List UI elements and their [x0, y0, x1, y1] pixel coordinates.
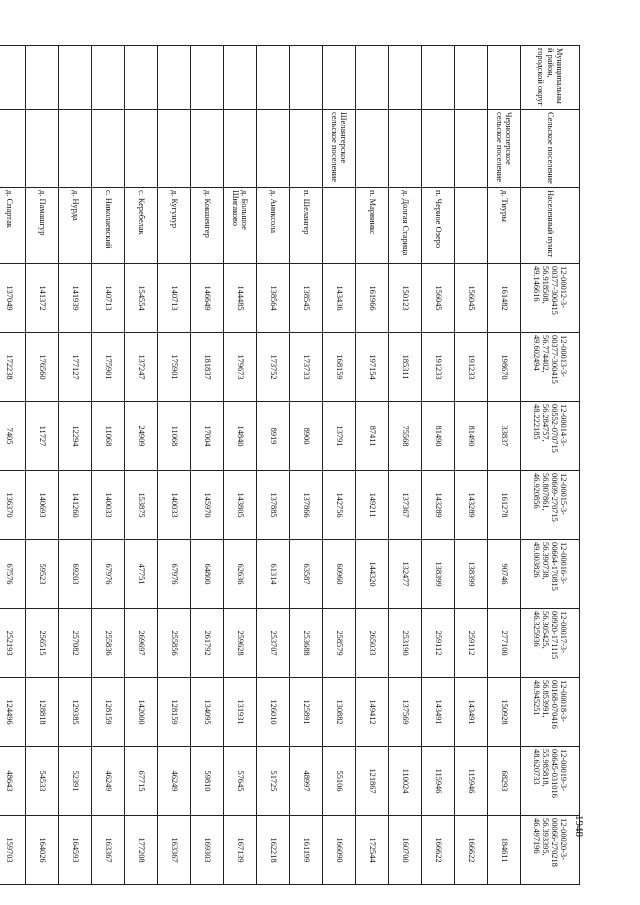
value-cell: 141372 — [26, 264, 59, 333]
table-row — [125, 46, 158, 885]
value-cell: 46249 — [158, 747, 191, 816]
table-row — [389, 46, 422, 885]
value-cell: 144485 — [224, 264, 257, 333]
header-row — [521, 46, 580, 885]
value-cell: 57645 — [224, 747, 257, 816]
table-row — [158, 46, 191, 885]
value-cell: 138564 — [257, 264, 290, 333]
settlement-cell — [191, 110, 224, 188]
value-cell: 142756 — [323, 471, 356, 540]
value-cell: 143436 — [323, 264, 356, 333]
value-cell: 191233 — [455, 333, 488, 402]
table-row — [422, 46, 455, 885]
value-cell: 252193 — [0, 609, 26, 678]
table-row — [0, 46, 26, 885]
locality-cell: с. Керебелак — [125, 188, 158, 264]
locality-cell: д. Тиуры — [488, 188, 521, 264]
value-cell: 141939 — [59, 264, 92, 333]
value-cell: 197154 — [356, 333, 389, 402]
value-cell: 52391 — [59, 747, 92, 816]
value-cell: 168159 — [323, 333, 356, 402]
value-cell: 166090 — [323, 816, 356, 885]
value-cell: 257082 — [59, 609, 92, 678]
value-cell: 59523 — [26, 540, 59, 609]
value-cell: 11727 — [26, 402, 59, 471]
value-cell: 47751 — [125, 540, 158, 609]
settlement-cell — [290, 110, 323, 188]
value-cell: 162218 — [257, 816, 290, 885]
value-cell: 137569 — [389, 678, 422, 747]
value-cell: 144320 — [356, 540, 389, 609]
value-cell: 259628 — [224, 609, 257, 678]
value-cell: 11068 — [158, 402, 191, 471]
value-cell: 121867 — [356, 747, 389, 816]
header-code: 12-00017-3-00920-171115 56.305425, 46.325936 — [521, 609, 580, 678]
value-cell: 140033 — [158, 471, 191, 540]
value-cell: 62636 — [224, 540, 257, 609]
locality-cell: д. Большое Шигаково — [224, 188, 257, 264]
value-cell: 134095 — [191, 678, 224, 747]
value-cell: 14840 — [224, 402, 257, 471]
value-cell: 75568 — [389, 402, 422, 471]
settlement-cell — [0, 110, 26, 188]
value-cell: 140033 — [92, 471, 125, 540]
municipal-cell — [59, 46, 92, 110]
value-cell: 164593 — [59, 816, 92, 885]
value-cell: 143491 — [422, 678, 455, 747]
value-cell: 13791 — [323, 402, 356, 471]
settlement-cell — [26, 110, 59, 188]
value-cell: 8919 — [257, 402, 290, 471]
value-cell: 143491 — [455, 678, 488, 747]
table-row — [323, 46, 356, 885]
municipal-cell — [224, 46, 257, 110]
value-cell: 60960 — [323, 540, 356, 609]
settlement-cell — [422, 110, 455, 188]
value-cell: 146649 — [191, 264, 224, 333]
value-cell: 128159 — [158, 678, 191, 747]
distance-table — [0, 45, 580, 885]
locality-cell — [323, 188, 356, 264]
value-cell: 138399 — [422, 540, 455, 609]
value-cell: 130882 — [323, 678, 356, 747]
header-code: 12-00019-3-00645-031016 55.985818, 48.620733 — [521, 747, 580, 816]
value-cell: 33837 — [488, 402, 521, 471]
table-row — [488, 46, 521, 885]
value-cell: 161966 — [356, 264, 389, 333]
municipal-cell — [323, 46, 356, 110]
value-cell: 140713 — [92, 264, 125, 333]
settlement-cell — [92, 110, 125, 188]
municipal-cell — [422, 46, 455, 110]
settlement-cell: Черноозерское сельское поселение — [488, 110, 521, 188]
value-cell: 7405 — [0, 402, 26, 471]
value-cell: 161482 — [488, 264, 521, 333]
value-cell: 137049 — [0, 264, 26, 333]
value-cell: 156045 — [422, 264, 455, 333]
municipal-cell — [488, 46, 521, 110]
municipal-cell — [125, 46, 158, 110]
value-cell: 46249 — [92, 747, 125, 816]
value-cell: 161278 — [488, 471, 521, 540]
table-row — [26, 46, 59, 885]
value-cell: 61314 — [257, 540, 290, 609]
value-cell: 253688 — [290, 609, 323, 678]
value-cell: 149412 — [356, 678, 389, 747]
value-cell: 17004 — [191, 402, 224, 471]
value-cell: 63587 — [290, 540, 323, 609]
value-cell: 167139 — [224, 816, 257, 885]
value-cell: 81490 — [422, 402, 455, 471]
header-code: 12-00014-3-00552-070715 56.284757, 48.222185 — [521, 402, 580, 471]
value-cell: 172238 — [0, 333, 26, 402]
value-cell: 169303 — [191, 816, 224, 885]
value-cell: 145970 — [191, 471, 224, 540]
value-cell: 131931 — [224, 678, 257, 747]
value-cell: 143289 — [422, 471, 455, 540]
value-cell: 261792 — [191, 609, 224, 678]
value-cell: 137885 — [257, 471, 290, 540]
value-cell: 161199 — [290, 816, 323, 885]
value-cell: 115946 — [455, 747, 488, 816]
value-cell: 177208 — [125, 816, 158, 885]
settlement-cell — [125, 110, 158, 188]
value-cell: 138399 — [455, 540, 488, 609]
value-cell: 136370 — [0, 471, 26, 540]
header-municipal: Муниципальный район, городской округ — [521, 46, 580, 110]
value-cell: 198670 — [488, 333, 521, 402]
value-cell: 255856 — [158, 609, 191, 678]
value-cell: 68293 — [488, 747, 521, 816]
value-cell: 253707 — [257, 609, 290, 678]
value-cell: 132477 — [389, 540, 422, 609]
value-cell: 149211 — [356, 471, 389, 540]
value-cell: 253190 — [389, 609, 422, 678]
table-row — [356, 46, 389, 885]
table-row — [92, 46, 125, 885]
locality-cell: п. Шелангер — [290, 188, 323, 264]
value-cell: 51725 — [257, 747, 290, 816]
header-locality: Населенный пункт — [521, 188, 580, 264]
value-cell: 166622 — [422, 816, 455, 885]
table-row — [224, 46, 257, 885]
value-cell: 128818 — [26, 678, 59, 747]
header-code: 12-00015-3-00609-270715 56.807861, 46.920856 — [521, 471, 580, 540]
page-number: 1948 — [573, 815, 585, 837]
municipal-cell — [92, 46, 125, 110]
value-cell: 64800 — [191, 540, 224, 609]
value-cell: 177127 — [59, 333, 92, 402]
locality-cell: д. Спартак — [0, 188, 26, 264]
value-cell: 67576 — [0, 540, 26, 609]
locality-cell: п. Черное Озеро — [422, 188, 455, 264]
value-cell: 125891 — [290, 678, 323, 747]
value-cell: 163367 — [158, 816, 191, 885]
value-cell: 175901 — [158, 333, 191, 402]
value-cell: 173752 — [257, 333, 290, 402]
value-cell: 54533 — [26, 747, 59, 816]
value-cell: 129385 — [59, 678, 92, 747]
value-cell: 265033 — [356, 609, 389, 678]
value-cell: 175901 — [92, 333, 125, 402]
value-cell: 141260 — [59, 471, 92, 540]
locality-cell: д. Аниксола — [257, 188, 290, 264]
value-cell: 8900 — [290, 402, 323, 471]
municipal-cell — [257, 46, 290, 110]
value-cell: 160700 — [389, 816, 422, 885]
value-cell: 258579 — [323, 609, 356, 678]
municipal-cell — [158, 46, 191, 110]
locality-cell: д. Памашгур — [26, 188, 59, 264]
value-cell: 176560 — [26, 333, 59, 402]
value-cell: 191233 — [422, 333, 455, 402]
value-cell: 126010 — [257, 678, 290, 747]
value-cell: 137866 — [290, 471, 323, 540]
table-row — [290, 46, 323, 885]
value-cell: 143805 — [224, 471, 257, 540]
value-cell: 140693 — [26, 471, 59, 540]
value-cell: 164026 — [26, 816, 59, 885]
value-cell: 48643 — [0, 747, 26, 816]
municipal-cell — [290, 46, 323, 110]
value-cell: 142000 — [125, 678, 158, 747]
settlement-cell — [59, 110, 92, 188]
value-cell: 110024 — [389, 747, 422, 816]
locality-cell: д. Кугунур — [158, 188, 191, 264]
table-row — [191, 46, 224, 885]
value-cell: 137247 — [125, 333, 158, 402]
value-cell: 150928 — [488, 678, 521, 747]
value-cell: 154554 — [125, 264, 158, 333]
locality-cell: п. Марвинкс — [356, 188, 389, 264]
header-settlement: Сельское поселение — [521, 110, 580, 188]
value-cell: 87411 — [356, 402, 389, 471]
header-code: 12-00012-3-00377-300415 56.918508, 49.146616 — [521, 264, 580, 333]
value-cell: 24909 — [125, 402, 158, 471]
value-cell: 173733 — [290, 333, 323, 402]
value-cell: 181837 — [191, 333, 224, 402]
locality-cell: д. Долгая Старица — [389, 188, 422, 264]
municipal-cell — [0, 46, 26, 110]
rotated-table-container — [4, 45, 580, 885]
settlement-cell — [158, 110, 191, 188]
settlement-cell — [356, 110, 389, 188]
value-cell: 179673 — [224, 333, 257, 402]
value-cell: 115946 — [422, 747, 455, 816]
municipal-cell — [191, 46, 224, 110]
value-cell: 138545 — [290, 264, 323, 333]
value-cell: 67715 — [125, 747, 158, 816]
value-cell: 12294 — [59, 402, 92, 471]
locality-cell: с. Николаевский — [92, 188, 125, 264]
value-cell: 150123 — [389, 264, 422, 333]
value-cell: 172544 — [356, 816, 389, 885]
value-cell: 128159 — [92, 678, 125, 747]
value-cell: 255836 — [92, 609, 125, 678]
value-cell: 81490 — [455, 402, 488, 471]
value-cell: 67976 — [158, 540, 191, 609]
table-row — [455, 46, 488, 885]
locality-cell: д. Нурда — [59, 188, 92, 264]
value-cell: 67976 — [92, 540, 125, 609]
locality-cell — [455, 188, 488, 264]
table-row — [59, 46, 92, 885]
value-cell: 159703 — [0, 816, 26, 885]
header-code: 12-00020-3-00066-270218 56.393395, 46.497196 — [521, 816, 580, 885]
table-row — [257, 46, 290, 885]
value-cell: 11068 — [92, 402, 125, 471]
value-cell: 184611 — [488, 816, 521, 885]
municipal-cell — [455, 46, 488, 110]
value-cell: 143289 — [455, 471, 488, 540]
settlement-cell — [389, 110, 422, 188]
value-cell: 55106 — [323, 747, 356, 816]
settlement-cell: Шелангерское сельское поселение — [323, 110, 356, 188]
settlement-cell — [257, 110, 290, 188]
settlement-cell — [224, 110, 257, 188]
value-cell: 48997 — [290, 747, 323, 816]
locality-cell: д. Кокшенгер — [191, 188, 224, 264]
value-cell: 185311 — [389, 333, 422, 402]
value-cell: 156045 — [455, 264, 488, 333]
municipal-cell — [356, 46, 389, 110]
settlement-cell — [455, 110, 488, 188]
municipal-cell — [26, 46, 59, 110]
value-cell: 166622 — [455, 816, 488, 885]
value-cell: 277100 — [488, 609, 521, 678]
municipal-cell — [389, 46, 422, 110]
header-code: 12-00018-3-00168-070416 56.853991, 48.945251 — [521, 678, 580, 747]
value-cell: 153875 — [125, 471, 158, 540]
value-cell: 163367 — [92, 816, 125, 885]
value-cell: 269697 — [125, 609, 158, 678]
value-cell: 259112 — [455, 609, 488, 678]
header-code: 12-00016-3-00664-170815 56.390738, 49.003826 — [521, 540, 580, 609]
value-cell: 69203 — [59, 540, 92, 609]
value-cell: 137367 — [389, 471, 422, 540]
value-cell: 256515 — [26, 609, 59, 678]
header-code: 12-00013-3-00377-300415 56.774402, 49.602494 — [521, 333, 580, 402]
value-cell: 124496 — [0, 678, 26, 747]
value-cell: 140713 — [158, 264, 191, 333]
value-cell: 259112 — [422, 609, 455, 678]
value-cell: 90746 — [488, 540, 521, 609]
value-cell: 59810 — [191, 747, 224, 816]
